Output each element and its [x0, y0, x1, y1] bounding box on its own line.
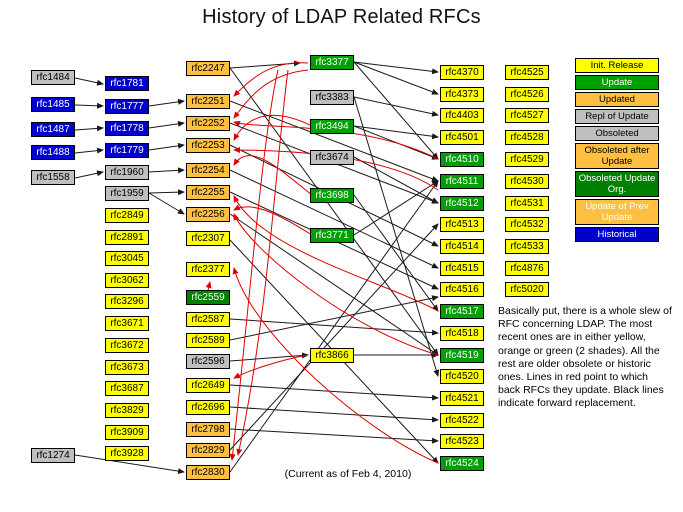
rfc-node-rfc3829[interactable]: rfc3829: [105, 403, 149, 418]
rfc-node-rfc1484[interactable]: rfc1484: [31, 70, 75, 85]
rfc-node-rfc2307[interactable]: rfc2307: [186, 231, 230, 246]
legend: [575, 58, 659, 244]
rfc-node-rfc3045[interactable]: rfc3045: [105, 251, 149, 266]
rfc-node-rfc4520[interactable]: rfc4520: [440, 369, 484, 384]
rfc-node-rfc2596[interactable]: rfc2596: [186, 354, 230, 369]
rfc-node-rfc2830[interactable]: rfc2830: [186, 465, 230, 480]
page-title: History of LDAP Related RFCs: [202, 6, 481, 28]
rfc-node-rfc4517[interactable]: rfc4517: [440, 304, 484, 319]
rfc-node-rfc2251[interactable]: rfc2251: [186, 94, 230, 109]
rfc-node-rfc4514[interactable]: rfc4514: [440, 239, 484, 254]
rfc-node-rfc1778[interactable]: rfc1778: [105, 121, 149, 136]
rfc-node-rfc2255[interactable]: rfc2255: [186, 185, 230, 200]
rfc-node-rfc2798[interactable]: rfc2798: [186, 422, 230, 437]
rfc-node-rfc2587[interactable]: rfc2587: [186, 312, 230, 327]
rfc-node-rfc4510[interactable]: rfc4510: [440, 152, 484, 167]
legend-item-historical: Historical: [575, 227, 659, 242]
rfc-node-rfc4530[interactable]: rfc4530: [505, 174, 549, 189]
rfc-node-rfc3296[interactable]: rfc3296: [105, 294, 149, 309]
rfc-node-rfc4373[interactable]: rfc4373: [440, 87, 484, 102]
rfc-node-rfc3771[interactable]: rfc3771: [310, 228, 354, 243]
rfc-node-rfc1777[interactable]: rfc1777: [105, 99, 149, 114]
rfc-node-rfc3494[interactable]: rfc3494: [310, 119, 354, 134]
rfc-node-rfc2649[interactable]: rfc2649: [186, 378, 230, 393]
rfc-node-rfc4403[interactable]: rfc4403: [440, 108, 484, 123]
rfc-node-rfc4525[interactable]: rfc4525: [505, 65, 549, 80]
rfc-node-rfc4501[interactable]: rfc4501: [440, 130, 484, 145]
rfc-node-rfc4518[interactable]: rfc4518: [440, 326, 484, 341]
rfc-node-rfc4531[interactable]: rfc4531: [505, 196, 549, 211]
rfc-node-rfc1960[interactable]: rfc1960: [105, 165, 149, 180]
rfc-node-rfc3674[interactable]: rfc3674: [310, 150, 354, 165]
rfc-node-rfc4519[interactable]: rfc4519: [440, 348, 484, 363]
rfc-node-rfc4512[interactable]: rfc4512: [440, 196, 484, 211]
rfc-node-rfc2829[interactable]: rfc2829: [186, 443, 230, 458]
rfc-node-rfc2696[interactable]: rfc2696: [186, 400, 230, 415]
rfc-node-rfc1779[interactable]: rfc1779: [105, 143, 149, 158]
rfc-node-rfc3673[interactable]: rfc3673: [105, 360, 149, 375]
rfc-node-rfc2559[interactable]: rfc2559: [186, 290, 230, 305]
rfc-node-rfc3698[interactable]: rfc3698: [310, 188, 354, 203]
rfc-node-rfc5020[interactable]: rfc5020: [505, 282, 549, 297]
legend-item-obsoleted-update-org: Obsoleted Update Org.: [575, 171, 659, 197]
legend-item-updated: Updated: [575, 92, 659, 107]
rfc-node-rfc1781[interactable]: rfc1781: [105, 76, 149, 91]
rfc-node-rfc4529[interactable]: rfc4529: [505, 152, 549, 167]
legend-item-init-release: Init. Release: [575, 58, 659, 73]
rfc-node-rfc2252[interactable]: rfc2252: [186, 116, 230, 131]
rfc-node-rfc2589[interactable]: rfc2589: [186, 333, 230, 348]
rfc-node-rfc3909[interactable]: rfc3909: [105, 425, 149, 440]
legend-item-repl-of-update: Repl of Update: [575, 109, 659, 124]
rfc-node-rfc1558[interactable]: rfc1558: [31, 170, 75, 185]
rfc-node-rfc3866[interactable]: rfc3866: [310, 348, 354, 363]
rfc-node-rfc2849[interactable]: rfc2849: [105, 208, 149, 223]
rfc-node-rfc3671[interactable]: rfc3671: [105, 316, 149, 331]
rfc-node-rfc1488[interactable]: rfc1488: [31, 145, 75, 160]
rfc-node-rfc2254[interactable]: rfc2254: [186, 163, 230, 178]
legend-item-update: Update: [575, 75, 659, 90]
rfc-node-rfc4515[interactable]: rfc4515: [440, 261, 484, 276]
rfc-node-rfc3672[interactable]: rfc3672: [105, 338, 149, 353]
rfc-node-rfc4522[interactable]: rfc4522: [440, 413, 484, 428]
rfc-node-rfc4532[interactable]: rfc4532: [505, 217, 549, 232]
rfc-node-rfc1487[interactable]: rfc1487: [31, 122, 75, 137]
rfc-node-rfc4533[interactable]: rfc4533: [505, 239, 549, 254]
rfc-node-rfc1959[interactable]: rfc1959: [105, 186, 149, 201]
rfc-node-rfc4516[interactable]: rfc4516: [440, 282, 484, 297]
rfc-node-rfc4527[interactable]: rfc4527: [505, 108, 549, 123]
rfc-node-rfc4523[interactable]: rfc4523: [440, 434, 484, 449]
rfc-node-rfc3383[interactable]: rfc3383: [310, 90, 354, 105]
rfc-node-rfc4526[interactable]: rfc4526: [505, 87, 549, 102]
rfc-node-rfc4524[interactable]: rfc4524: [440, 456, 484, 471]
rfc-node-rfc2253[interactable]: rfc2253: [186, 138, 230, 153]
rfc-node-rfc4521[interactable]: rfc4521: [440, 391, 484, 406]
rfc-node-rfc4511[interactable]: rfc4511: [440, 174, 484, 189]
rfc-node-rfc4513[interactable]: rfc4513: [440, 217, 484, 232]
as-of-label: (Current as of Feb 4, 2010): [284, 468, 412, 480]
rfc-node-rfc3377[interactable]: rfc3377: [310, 55, 354, 70]
rfc-node-rfc1274[interactable]: rfc1274: [31, 448, 75, 463]
legend-item-update-of-prev-update: Update of Prev Update: [575, 199, 659, 225]
rfc-node-rfc1485[interactable]: rfc1485: [31, 97, 75, 112]
legend-item-obsoleted-after-update: Obsoleted after Update: [575, 143, 659, 169]
rfc-node-rfc4876[interactable]: rfc4876: [505, 261, 549, 276]
rfc-node-rfc4370[interactable]: rfc4370: [440, 65, 484, 80]
rfc-node-rfc4528[interactable]: rfc4528: [505, 130, 549, 145]
legend-item-obsoleted: Obsoleted: [575, 126, 659, 141]
rfc-node-rfc3928[interactable]: rfc3928: [105, 446, 149, 461]
rfc-node-rfc2247[interactable]: rfc2247: [186, 61, 230, 76]
rfc-node-rfc3062[interactable]: rfc3062: [105, 273, 149, 288]
rfc-node-rfc2377[interactable]: rfc2377: [186, 262, 230, 277]
rfc-node-rfc3687[interactable]: rfc3687: [105, 381, 149, 396]
rfc-node-rfc2891[interactable]: rfc2891: [105, 230, 149, 245]
explanatory-note: Basically put, there is a whole slew of RFC concerning LDAP. The most recent ones are in either yellow, orange or green (2 shades). All the rest are older obsolete or historic ones. Lines in red point to which back RFCs they update. Black lines indicate forward replacement.: [498, 305, 672, 410]
rfc-node-rfc2256[interactable]: rfc2256: [186, 207, 230, 222]
